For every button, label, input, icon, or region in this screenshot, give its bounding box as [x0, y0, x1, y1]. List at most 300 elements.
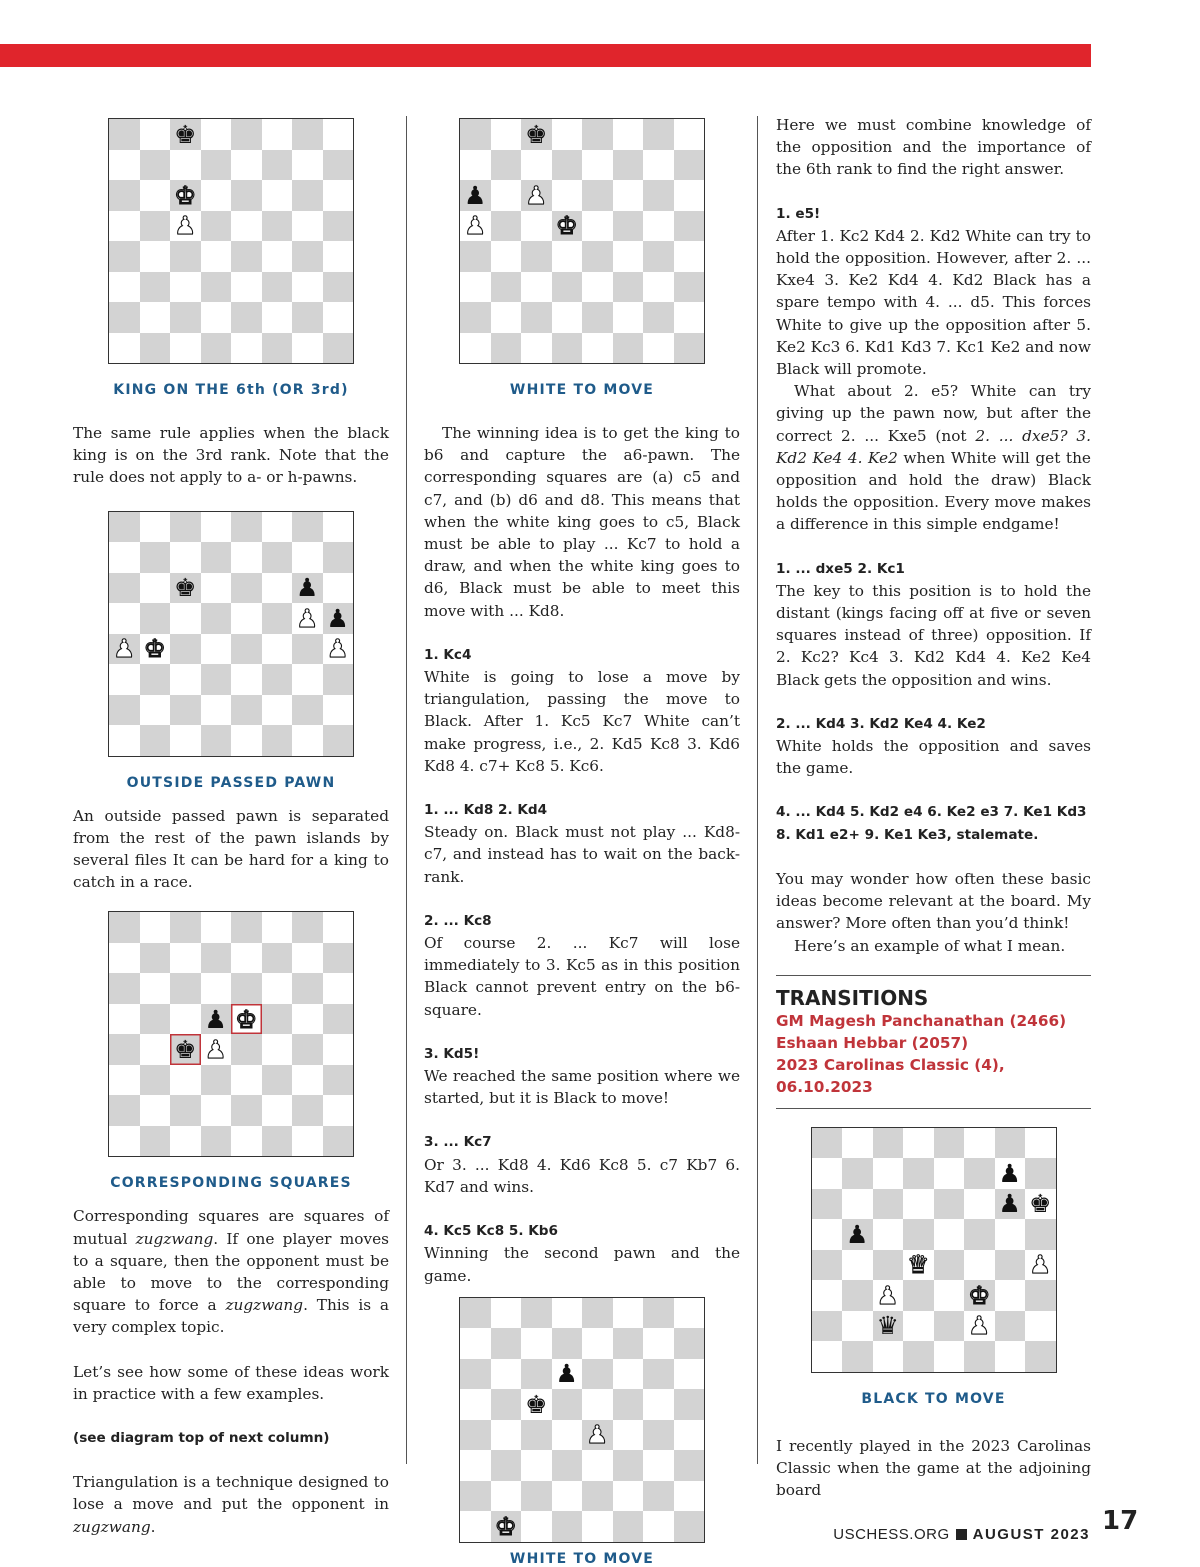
board-square	[521, 1450, 552, 1481]
board-square	[491, 1359, 522, 1390]
board-square	[292, 973, 323, 1004]
board-square	[903, 1250, 934, 1281]
board-square	[491, 272, 522, 303]
board-square	[491, 1420, 522, 1451]
board-square	[109, 1065, 140, 1096]
board-square	[491, 302, 522, 333]
board-square	[140, 664, 171, 695]
board-square	[552, 241, 583, 272]
board-square	[643, 241, 674, 272]
chess-diagram	[459, 118, 705, 364]
board-square	[323, 512, 354, 543]
board-square	[201, 664, 232, 695]
board-square	[170, 912, 201, 943]
move-heading: 4. Kc5 Kc8 5. Kb6	[424, 1223, 558, 1240]
board-square	[109, 634, 140, 665]
black-pawn-icon: ♟	[846, 1219, 869, 1249]
board-square	[170, 542, 201, 573]
board-square	[231, 603, 262, 634]
board-square	[262, 542, 293, 573]
board-square	[582, 272, 613, 303]
board-square	[201, 542, 232, 573]
board-square	[262, 512, 293, 543]
paragraph: The winning idea is to get the king to b6 and capture the a6-pawn. The corresponding squares are (a) c5 and c7, and (b) d6 and d8. This means that when the white king goes to c5, Black must be able to play ... Kc7 to hold a draw, and when the white king goes to d6, Black must be able to meet this move with ... Kd8.	[424, 424, 740, 620]
board-square	[552, 302, 583, 333]
board-square	[460, 272, 491, 303]
board-square	[643, 1450, 674, 1481]
board-square	[521, 1511, 552, 1542]
board-square	[323, 542, 354, 573]
board-square	[873, 1158, 904, 1189]
board-square	[231, 912, 262, 943]
board-square	[964, 1250, 995, 1281]
board-square	[292, 664, 323, 695]
board-square	[292, 512, 323, 543]
board-square	[323, 241, 354, 272]
board-square	[323, 333, 354, 364]
board-square	[262, 695, 293, 726]
board-square	[231, 1126, 262, 1157]
board-square	[460, 150, 491, 181]
white-pawn-icon: ♟	[876, 1280, 899, 1310]
white-pawn-icon: ♟	[174, 211, 197, 241]
board-square	[231, 1034, 262, 1065]
board-square	[323, 664, 354, 695]
board-square	[262, 1034, 293, 1065]
board-square	[201, 272, 232, 303]
paragraph: You may wonder how often these basic ideas become relevant at the board. My answer? More often than you’d think!	[776, 869, 1091, 933]
white-pawn-icon: ♟	[113, 634, 136, 664]
move-heading: 2. ... Kd4 3. Kd2 Ke4 4. Ke2	[776, 715, 986, 732]
board-square	[231, 119, 262, 150]
board-square	[995, 1250, 1026, 1281]
board-square	[521, 119, 552, 150]
board-square	[812, 1280, 843, 1311]
board-square	[995, 1158, 1026, 1189]
board-square	[323, 973, 354, 1004]
board-square	[292, 634, 323, 665]
board-square	[323, 603, 354, 634]
footer	[833, 1526, 1090, 1543]
move-commentary: White is going to lose a move by triangulation, passing the move to Black. After 1. Kc5 Kc7 White can’t make progress, i.e., 2. Kd5 Kc8 3. Kd6 Kd8 4. c7+ Kc8 5. Kc6.	[424, 668, 740, 775]
board-square	[995, 1311, 1026, 1342]
board-square	[109, 603, 140, 634]
black-pawn-icon: ♟	[998, 1158, 1021, 1188]
diagram-caption: OUTSIDE PASSED PAWN	[126, 774, 336, 791]
board-square	[842, 1219, 873, 1250]
board-square	[292, 180, 323, 211]
board-square	[109, 241, 140, 272]
board-square	[460, 333, 491, 364]
column-2	[424, 114, 740, 1567]
board-square	[323, 302, 354, 333]
board-square	[552, 1359, 583, 1390]
board-square	[201, 1034, 232, 1065]
board-square	[552, 333, 583, 364]
paragraph: Triangulation is a technique designed to lose a move and put the opponent in zugzwang.	[73, 1473, 389, 1536]
board-square	[109, 1126, 140, 1157]
board-square	[170, 241, 201, 272]
board-square	[674, 119, 705, 150]
board-square	[491, 211, 522, 242]
board-square	[964, 1128, 995, 1159]
black-king-icon: ♚	[1029, 1189, 1052, 1219]
move-heading: 1. e5!	[776, 205, 821, 222]
board-square	[995, 1189, 1026, 1220]
move-heading: 4. ... Kd4 5. Kd2 e4 6. Ke2 e3 7. Ke1 Kd3 8. Kd1 e2+ 9. Ke1 Ke3, stalemate.	[776, 804, 1087, 843]
board-square	[964, 1219, 995, 1250]
board-square	[552, 150, 583, 181]
black-queen-icon: ♛	[876, 1311, 899, 1341]
board-square	[170, 725, 201, 756]
board-square	[521, 1298, 552, 1329]
board-square	[201, 1004, 232, 1035]
board-square	[995, 1128, 1026, 1159]
board-square	[170, 943, 201, 974]
board-square	[460, 1511, 491, 1542]
paragraph: An outside passed pawn is separated from the rest of the pawn islands by several files It can be hard for a king to catch in a race.	[73, 806, 389, 892]
board-square	[262, 333, 293, 364]
black-king-icon: ♚	[174, 1035, 197, 1065]
board-square	[231, 272, 262, 303]
board-square	[521, 1481, 552, 1512]
board-square	[292, 272, 323, 303]
move-heading: 1. ... dxe5 2. Kc1	[776, 560, 905, 577]
board-square	[491, 1389, 522, 1420]
board-square	[842, 1128, 873, 1159]
board-square	[323, 573, 354, 604]
board-square	[292, 119, 323, 150]
board-square	[231, 542, 262, 573]
board-square	[140, 1004, 171, 1035]
board-square	[643, 302, 674, 333]
board-square	[140, 725, 171, 756]
column-divider	[757, 116, 758, 1464]
white-queen-icon: ♛	[907, 1250, 930, 1280]
board-square	[1025, 1189, 1056, 1220]
board-square	[934, 1189, 965, 1220]
board-square	[109, 912, 140, 943]
board-square	[964, 1189, 995, 1220]
board-square	[109, 542, 140, 573]
board-square	[262, 302, 293, 333]
board-square	[643, 333, 674, 364]
black-pawn-icon: ♟	[296, 573, 319, 603]
board-square	[140, 634, 171, 665]
board-square	[674, 150, 705, 181]
board-square	[613, 1481, 644, 1512]
move-commentary: After 1. Kc2 Kd4 2. Kd2 White can try to hold the opposition. However, after 2. ... Kxe4 3. Ke2 Kd4 4. Kd2 Black has a spare tempo with 4. ... d5. This forces White to give up the opposition after 5. Ke2 Kc3 6. Kd1 Kd3 7. Kc1 Ke2 and now Black will promote.	[776, 226, 1091, 379]
board-square	[842, 1189, 873, 1220]
board-square	[262, 603, 293, 634]
board-square	[552, 180, 583, 211]
paragraph: Let’s see how some of these ideas work in practice with a few examples.	[73, 1362, 389, 1403]
board-square	[140, 333, 171, 364]
black-king-icon: ♚	[174, 119, 197, 149]
board-square	[170, 333, 201, 364]
board-square	[201, 150, 232, 181]
board-square	[460, 1298, 491, 1329]
board-square	[109, 180, 140, 211]
board-square	[460, 211, 491, 242]
board-square	[491, 180, 522, 211]
board-square	[521, 180, 552, 211]
board-square	[201, 973, 232, 1004]
board-square	[231, 634, 262, 665]
board-square	[170, 973, 201, 1004]
board-square	[231, 664, 262, 695]
paragraph: The same rule applies when the black king is on the 3rd rank. Note that the rule does not apply to a- or h-pawns.	[73, 424, 389, 487]
board-square	[109, 333, 140, 364]
board-square	[613, 272, 644, 303]
board-square	[934, 1250, 965, 1281]
board-square	[109, 725, 140, 756]
board-square	[292, 241, 323, 272]
board-square	[552, 1420, 583, 1451]
board-square	[170, 1004, 201, 1035]
board-square	[842, 1341, 873, 1372]
board-square	[903, 1128, 934, 1159]
board-square	[323, 1004, 354, 1035]
board-square	[262, 1065, 293, 1096]
board-square	[231, 302, 262, 333]
move-commentary: Of course 2. ... Kc7 will lose immediately to 3. Kc5 as in this position Black cannot prevent entry on the b6-square.	[424, 934, 740, 1019]
board-square	[491, 333, 522, 364]
board-square	[1025, 1128, 1056, 1159]
board-square	[292, 1004, 323, 1035]
board-square	[231, 180, 262, 211]
board-square	[109, 211, 140, 242]
header-accent-bar	[0, 44, 1091, 67]
board-square	[613, 150, 644, 181]
board-square	[643, 1420, 674, 1451]
board-square	[170, 211, 201, 242]
board-square	[934, 1311, 965, 1342]
board-square	[292, 1034, 323, 1065]
board-square	[262, 272, 293, 303]
board-square	[460, 1420, 491, 1451]
board-square	[873, 1250, 904, 1281]
board-square	[643, 180, 674, 211]
black-king-icon: ♚	[525, 1389, 548, 1419]
board-square	[643, 1389, 674, 1420]
board-square	[323, 912, 354, 943]
board-square	[491, 119, 522, 150]
board-square	[292, 912, 323, 943]
board-square	[231, 725, 262, 756]
board-square	[231, 1095, 262, 1126]
board-square	[552, 1450, 583, 1481]
move-heading: 2. ... Kc8	[424, 912, 492, 929]
board-square	[873, 1311, 904, 1342]
board-square	[934, 1128, 965, 1159]
board-square	[262, 150, 293, 181]
white-king-icon: ♚	[174, 180, 197, 210]
board-square	[903, 1280, 934, 1311]
paragraph: Here’s an example of what I mean.	[794, 936, 1066, 955]
board-square	[292, 573, 323, 604]
board-square	[613, 1420, 644, 1451]
board-square	[201, 119, 232, 150]
board-square	[812, 1311, 843, 1342]
board-square	[170, 1065, 201, 1096]
board-square	[964, 1311, 995, 1342]
board-square	[582, 302, 613, 333]
board-square	[964, 1280, 995, 1311]
board-square	[582, 241, 613, 272]
board-square	[613, 241, 644, 272]
board-square	[552, 1389, 583, 1420]
chess-diagram	[108, 118, 354, 364]
board-square	[674, 1389, 705, 1420]
board-square	[170, 150, 201, 181]
board-square	[674, 180, 705, 211]
board-square	[1025, 1250, 1056, 1281]
board-square	[903, 1189, 934, 1220]
board-square	[934, 1280, 965, 1311]
issue-date: AUGUST 2023	[972, 1526, 1090, 1543]
board-square	[201, 333, 232, 364]
paragraph: I recently played in the 2023 Carolinas Classic when the game at the adjoining board	[776, 1436, 1091, 1500]
board-square	[674, 1450, 705, 1481]
board-square	[140, 542, 171, 573]
board-square	[460, 180, 491, 211]
board-square	[292, 333, 323, 364]
board-square	[643, 150, 674, 181]
board-square	[262, 119, 293, 150]
board-square	[201, 603, 232, 634]
board-square	[170, 695, 201, 726]
board-square	[140, 573, 171, 604]
board-square	[643, 1328, 674, 1359]
move-heading: 3. ... Kc7	[424, 1134, 492, 1151]
board-square	[323, 119, 354, 150]
site-url: USCHESS.ORG	[833, 1526, 950, 1543]
board-square	[201, 725, 232, 756]
white-pawn-icon: ♟	[204, 1035, 227, 1065]
board-square	[903, 1219, 934, 1250]
board-square	[109, 119, 140, 150]
board-square	[552, 1298, 583, 1329]
board-square	[262, 973, 293, 1004]
board-square	[262, 664, 293, 695]
board-square	[140, 943, 171, 974]
board-square	[170, 272, 201, 303]
board-square	[323, 1065, 354, 1096]
board-square	[934, 1219, 965, 1250]
board-square	[231, 695, 262, 726]
board-square	[460, 119, 491, 150]
board-square	[812, 1158, 843, 1189]
column-1	[73, 114, 389, 1538]
column-divider	[406, 116, 407, 1464]
board-square	[323, 1034, 354, 1065]
board-square	[995, 1219, 1026, 1250]
board-square	[613, 1389, 644, 1420]
board-square	[460, 1389, 491, 1420]
black-pawn-icon: ♟	[326, 603, 349, 633]
board-square	[674, 1481, 705, 1512]
move-commentary: Or 3. ... Kd8 4. Kd6 Kc8 5. c7 Kb7 6. Kd7 and wins.	[424, 1155, 740, 1196]
board-square	[1025, 1280, 1056, 1311]
board-square	[170, 573, 201, 604]
board-square	[460, 241, 491, 272]
board-square	[613, 1328, 644, 1359]
board-square	[140, 241, 171, 272]
board-square	[995, 1280, 1026, 1311]
board-square	[613, 119, 644, 150]
white-king-icon: ♚	[494, 1511, 517, 1541]
board-square	[140, 912, 171, 943]
board-square	[109, 664, 140, 695]
move-heading: 1. Kc4	[424, 646, 472, 663]
board-square	[521, 150, 552, 181]
board-square	[262, 1126, 293, 1157]
board-square	[934, 1158, 965, 1189]
board-square	[613, 180, 644, 211]
black-pawn-icon: ♟	[555, 1359, 578, 1389]
board-square	[812, 1250, 843, 1281]
board-square	[995, 1341, 1026, 1372]
board-square	[460, 1359, 491, 1390]
board-square	[201, 943, 232, 974]
white-pawn-icon: ♟	[326, 634, 349, 664]
diagram-caption: WHITE TO MOVE	[509, 1550, 655, 1567]
paragraph: Here we must combine knowledge of the opposition and the importance of the 6th rank to find the right answer.	[776, 116, 1091, 179]
board-square	[201, 1095, 232, 1126]
move-commentary: We reached the same position where we started, but it is Black to move!	[424, 1067, 740, 1108]
board-square	[323, 211, 354, 242]
board-square	[201, 1065, 232, 1096]
board-square	[552, 119, 583, 150]
white-player: GM Magesh Panchanathan (2466)	[776, 1011, 1067, 1030]
board-square	[552, 1511, 583, 1542]
board-square	[521, 1420, 552, 1451]
board-square	[140, 1065, 171, 1096]
board-square	[140, 180, 171, 211]
board-square	[140, 1034, 171, 1065]
board-square	[231, 333, 262, 364]
page-number: 17	[1102, 1506, 1139, 1536]
board-square	[491, 150, 522, 181]
diagram-note: (see diagram top of next column)	[73, 1430, 330, 1447]
board-square	[873, 1219, 904, 1250]
white-pawn-icon: ♟	[464, 211, 487, 241]
black-player: Eshaan Hebbar (2057)	[776, 1033, 969, 1052]
board-square	[170, 512, 201, 543]
board-square	[582, 1450, 613, 1481]
board-square	[964, 1158, 995, 1189]
board-square	[582, 1511, 613, 1542]
paragraph: Corresponding squares are squares of mutual zugzwang. If one player moves to a square, then the opponent must be able to move to the corresponding square to force a zugzwang. This is a very complex topic.	[73, 1207, 390, 1337]
board-square	[262, 573, 293, 604]
board-square	[674, 333, 705, 364]
board-square	[170, 1034, 201, 1065]
board-square	[231, 973, 262, 1004]
board-square	[201, 241, 232, 272]
board-square	[109, 1095, 140, 1126]
board-square	[521, 1389, 552, 1420]
board-square	[613, 1359, 644, 1390]
board-square	[201, 634, 232, 665]
board-square	[643, 272, 674, 303]
board-square	[674, 241, 705, 272]
chess-diagram	[108, 911, 354, 1157]
board-square	[491, 1298, 522, 1329]
board-square	[170, 119, 201, 150]
board-square	[170, 1095, 201, 1126]
white-pawn-icon: ♟	[968, 1311, 991, 1341]
